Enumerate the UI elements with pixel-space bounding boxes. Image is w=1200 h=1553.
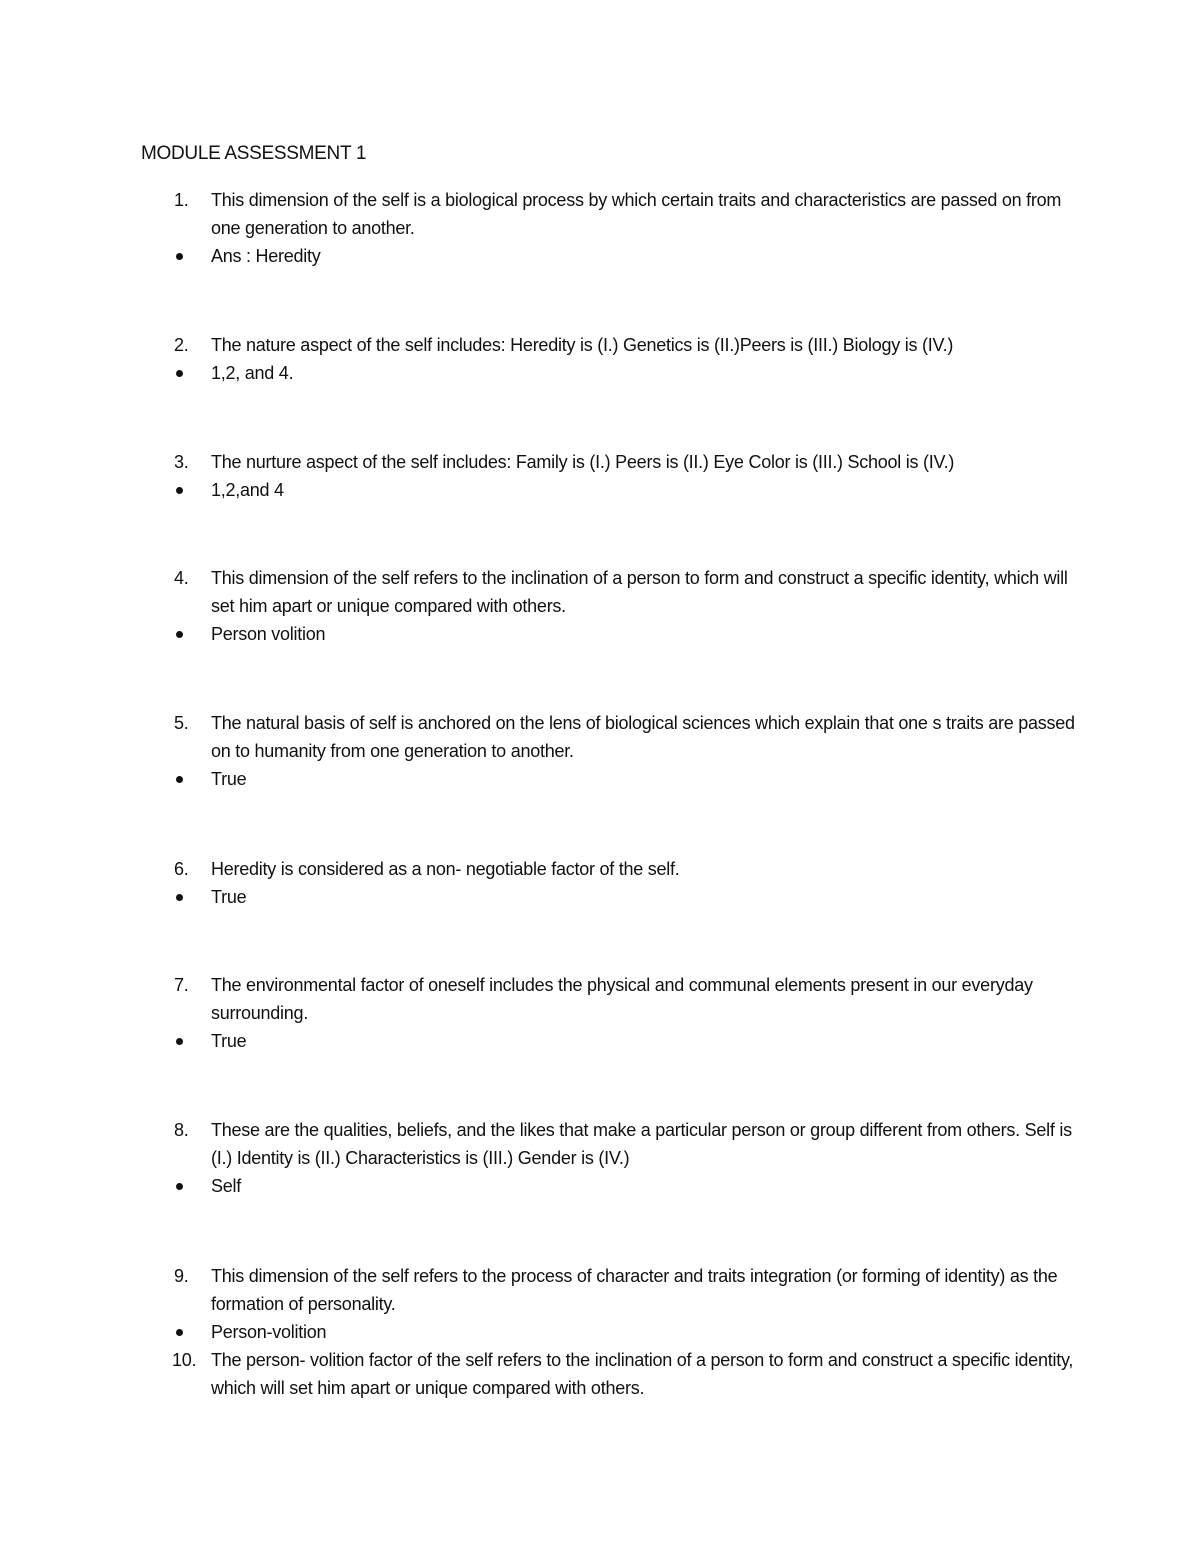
question-text: This dimension of the self is a biological process by which certain traits and characteristics are passed on from one generation to another. xyxy=(211,190,1062,238)
answer-text: Person volition xyxy=(211,624,326,644)
bullet-icon xyxy=(176,487,183,494)
question-text: The environmental factor of oneself includes the physical and communal elements present in our everyday surrounding. xyxy=(211,975,1033,1023)
answer-text: True xyxy=(211,1031,247,1051)
question-item-2 xyxy=(0,331,1200,387)
question-text: Heredity is considered as a non- negotiable factor of the self. xyxy=(211,859,680,879)
answer-line xyxy=(0,359,1200,387)
answer-text: 1,2, and 4. xyxy=(211,363,294,383)
bullet-icon xyxy=(176,894,183,901)
bullet-icon xyxy=(176,1038,183,1045)
question-number: 8. xyxy=(174,1120,189,1140)
question-item-8 xyxy=(0,1116,1200,1200)
question-item-1 xyxy=(0,186,1200,270)
answer-line xyxy=(0,476,1200,504)
question-number: 10. xyxy=(172,1350,197,1370)
question-number: 4. xyxy=(174,568,189,588)
question-block xyxy=(0,564,1081,620)
bullet-icon xyxy=(176,776,183,783)
bullet-icon xyxy=(176,1329,183,1336)
answer-line xyxy=(0,242,1200,270)
question-item-5 xyxy=(0,709,1200,793)
question-block xyxy=(0,971,1081,1027)
answer-line xyxy=(0,1027,1200,1055)
question-block xyxy=(0,1346,1081,1402)
answer-text: Ans : Heredity xyxy=(211,246,321,266)
bullet-icon xyxy=(176,253,183,260)
bullet-icon xyxy=(176,1183,183,1190)
question-block xyxy=(0,448,1081,476)
question-number: 6. xyxy=(174,859,189,879)
question-text: The person- volition factor of the self refers to the inclination of a person to form and construct a specific identity, which will set him apart or unique compared with others. xyxy=(211,1350,1074,1398)
question-text: The nurture aspect of the self includes: Family is (I.) Peers is (II.) Eye Color is (III.) School is (IV.) xyxy=(211,452,955,472)
question-text: These are the qualities, beliefs, and the likes that make a particular person or group different from others. Self is (I.) Identity is (II.) Characteristics is (III.) Gender is (IV.) xyxy=(211,1120,1072,1168)
question-block xyxy=(0,709,1081,765)
question-text: The natural basis of self is anchored on the lens of biological sciences which explain that one s traits are passed on to humanity from one generation to another. xyxy=(211,713,1075,761)
answer-text: Person-volition xyxy=(211,1322,327,1342)
question-block xyxy=(0,1262,1081,1318)
question-item-9 xyxy=(0,1262,1200,1346)
question-text: This dimension of the self refers to the inclination of a person to form and construct a specific identity, which will set him apart or unique compared with others. xyxy=(211,568,1068,616)
answer-line xyxy=(0,620,1200,648)
question-number: 2. xyxy=(174,335,189,355)
answer-line xyxy=(0,1172,1200,1200)
answer-text: True xyxy=(211,769,247,789)
question-item-6 xyxy=(0,855,1200,911)
question-number: 7. xyxy=(174,975,189,995)
question-text: This dimension of the self refers to the process of character and traits integration (or forming of identity) as the formation of personality. xyxy=(211,1266,1058,1314)
bullet-icon xyxy=(176,631,183,638)
question-block xyxy=(0,186,1081,242)
question-block xyxy=(0,855,1081,883)
question-number: 3. xyxy=(174,452,189,472)
question-item-4 xyxy=(0,564,1200,648)
document-title: MODULE ASSESSMENT 1 xyxy=(141,143,367,164)
question-number: 5. xyxy=(174,713,189,733)
question-item-10 xyxy=(0,1346,1200,1402)
question-number: 9. xyxy=(174,1266,189,1286)
question-block xyxy=(0,331,1081,359)
answer-text: True xyxy=(211,887,247,907)
answer-line xyxy=(0,765,1200,793)
bullet-icon xyxy=(176,370,183,377)
answer-text: 1,2,and 4 xyxy=(211,480,284,500)
question-text: The nature aspect of the self includes: Heredity is (I.) Genetics is (II.)Peers is (III.) Biology is (IV.) xyxy=(211,335,954,355)
answer-line xyxy=(0,1318,1200,1346)
answer-line xyxy=(0,883,1200,911)
question-item-7 xyxy=(0,971,1200,1055)
question-number: 1. xyxy=(174,190,189,210)
question-item-3 xyxy=(0,448,1200,504)
answer-text: Self xyxy=(211,1176,242,1196)
question-block xyxy=(0,1116,1081,1172)
